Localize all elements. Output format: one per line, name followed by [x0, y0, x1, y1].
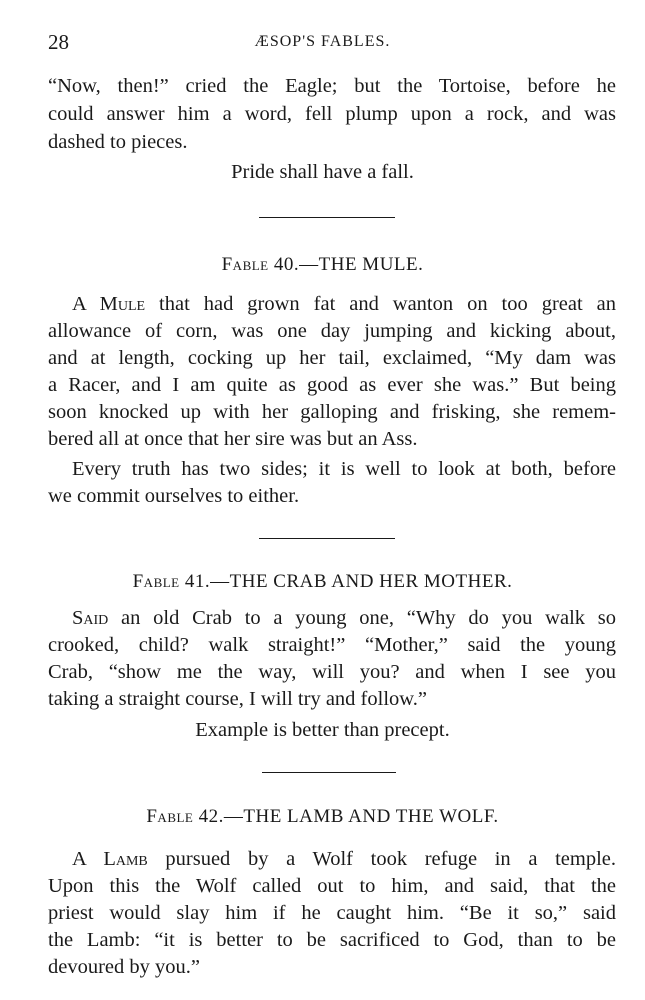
- lead-word: A Mule: [72, 293, 146, 315]
- body-line: a Racer, and I am quite as good as ever she was.” But being: [48, 374, 616, 396]
- page-number: 28: [48, 30, 69, 54]
- body-line: the Lamb: “it is better to be sacrificed to God, than to be: [48, 929, 616, 951]
- body-line: bered all at once that her sire was but an Ass.: [48, 428, 418, 450]
- fable-label: Fable 41.: [132, 571, 211, 592]
- section-divider: [259, 217, 395, 218]
- body-line: taking a straight course, I will try and follow.”: [48, 688, 427, 710]
- body-line: crooked, child? walk straight!” “Mother,” said the young: [48, 634, 616, 656]
- body-line: and at length, cocking up her tail, exclaimed, “My dam was: [48, 347, 616, 369]
- moral-line: we commit ourselves to either.: [48, 485, 300, 507]
- fable-title: —THE MULE.: [299, 254, 424, 275]
- body-line: soon knocked up with her galloping and frisking, she remem-: [48, 401, 616, 423]
- body-line: devoured by you.”: [48, 956, 200, 978]
- body-line: “Now, then!” cried the Eagle; but the Tortoise, before he: [48, 75, 616, 97]
- fable-label: Fable 42.: [146, 806, 224, 827]
- body-line: allowance of corn, was one day jumping and kicking about,: [48, 320, 616, 342]
- lead-word: A Lamb: [72, 848, 148, 870]
- section-divider: [259, 538, 395, 539]
- lead-word: Said: [72, 607, 109, 629]
- fable-heading: [0, 571, 645, 593]
- body-line: A Lamb pursued by a Wolf took refuge in a temple.: [72, 848, 616, 870]
- body-line: could answer him a word, fell plump upon a rock, and was: [48, 103, 616, 125]
- body-line: dashed to pieces.: [48, 131, 188, 153]
- moral-line: Example is better than precept.: [195, 719, 450, 741]
- fable-title: —THE CRAB AND HER MOTHER.: [210, 571, 513, 592]
- body-line: priest would slay him if he caught him. “Be it so,” said: [48, 902, 616, 924]
- section-divider: [262, 772, 396, 773]
- page-header: [0, 30, 645, 58]
- fable-heading: [0, 254, 645, 276]
- body-line: A Mule that had grown fat and wanton on too great an: [72, 293, 616, 315]
- body-line: Crab, “show me the way, will you? and when I see you: [48, 661, 616, 683]
- running-head: ÆSOP'S FABLES.: [254, 33, 391, 50]
- body-line: Said an old Crab to a young one, “Why do you walk so: [72, 607, 616, 629]
- moral-line: Pride shall have a fall.: [231, 161, 414, 183]
- fable-label: Fable 40.: [221, 254, 300, 275]
- moral-line: Every truth has two sides; it is well to look at both, before: [72, 458, 616, 480]
- fable-heading: [0, 806, 645, 828]
- fable-title: —THE LAMB AND THE WOLF.: [223, 806, 499, 827]
- body-line: Upon this the Wolf called out to him, and said, that the: [48, 875, 616, 897]
